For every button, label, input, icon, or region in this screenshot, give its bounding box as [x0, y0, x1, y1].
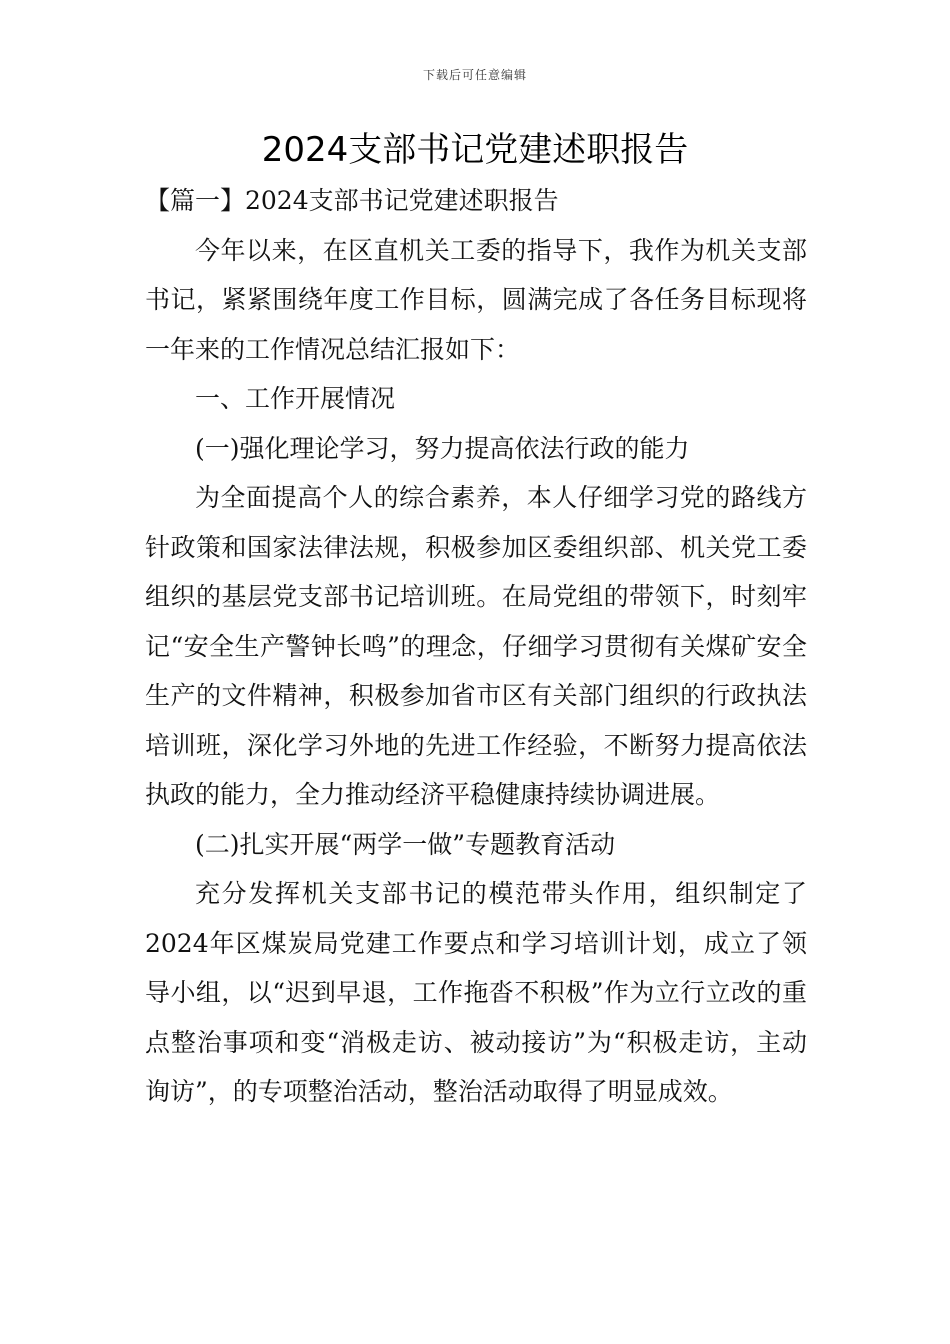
heading-work-overview: 一、工作开展情况 [195, 384, 396, 413]
paragraph-theory-study: 为全面提高个人的综合素养，本人仔细学习党的路线方针政策和国家法律法规，积极参加区委组织部、机关党工委组织的基层党支部书记培训班。在局党组的带领下，时刻牢记“安全生产警钟长鸣”的理念，仔细学习贯彻有关煤矿安全生产的文件精神，积极参加省市区有关部门组织的行政执法培训班，深化学习外地的先进工作经验，不断努力提高依法执政的能力，全力推动经济平稳健康持续协调进展。 [145, 483, 807, 809]
document-title: 2024支部书记党建述职报告 [261, 130, 689, 170]
paragraph-education-activity: 充分发挥机关支部书记的模范带头作用，组织制定了2024年区煤炭局党建工作要点和学习培训计划，成立了领导小组，以“迟到早退，工作拖沓不积极”作为立行立改的重点整治事项和变“消极走访、被动接访”为“积极走访，主动询访”，的专项整治活动，整治活动取得了明显成效。 [145, 879, 807, 1106]
subheading-theory-study: (一)强化理论学习，努力提高依法行政的能力 [195, 433, 690, 463]
section-label: 【篇一】2024支部书记党建述职报告 [145, 186, 559, 215]
subheading-education-activity: (二)扎实开展“两学一做”专题教育活动 [195, 829, 616, 859]
header-note: 下载后可任意编辑 [422, 68, 527, 82]
paragraph-intro: 今年以来，在区直机关工委的指导下，我作为机关支部书记，紧紧围绕年度工作目标，圆满完成了各任务目标现将一年来的工作情况总结汇报如下： [145, 235, 807, 364]
document-body [145, 176, 807, 1117]
